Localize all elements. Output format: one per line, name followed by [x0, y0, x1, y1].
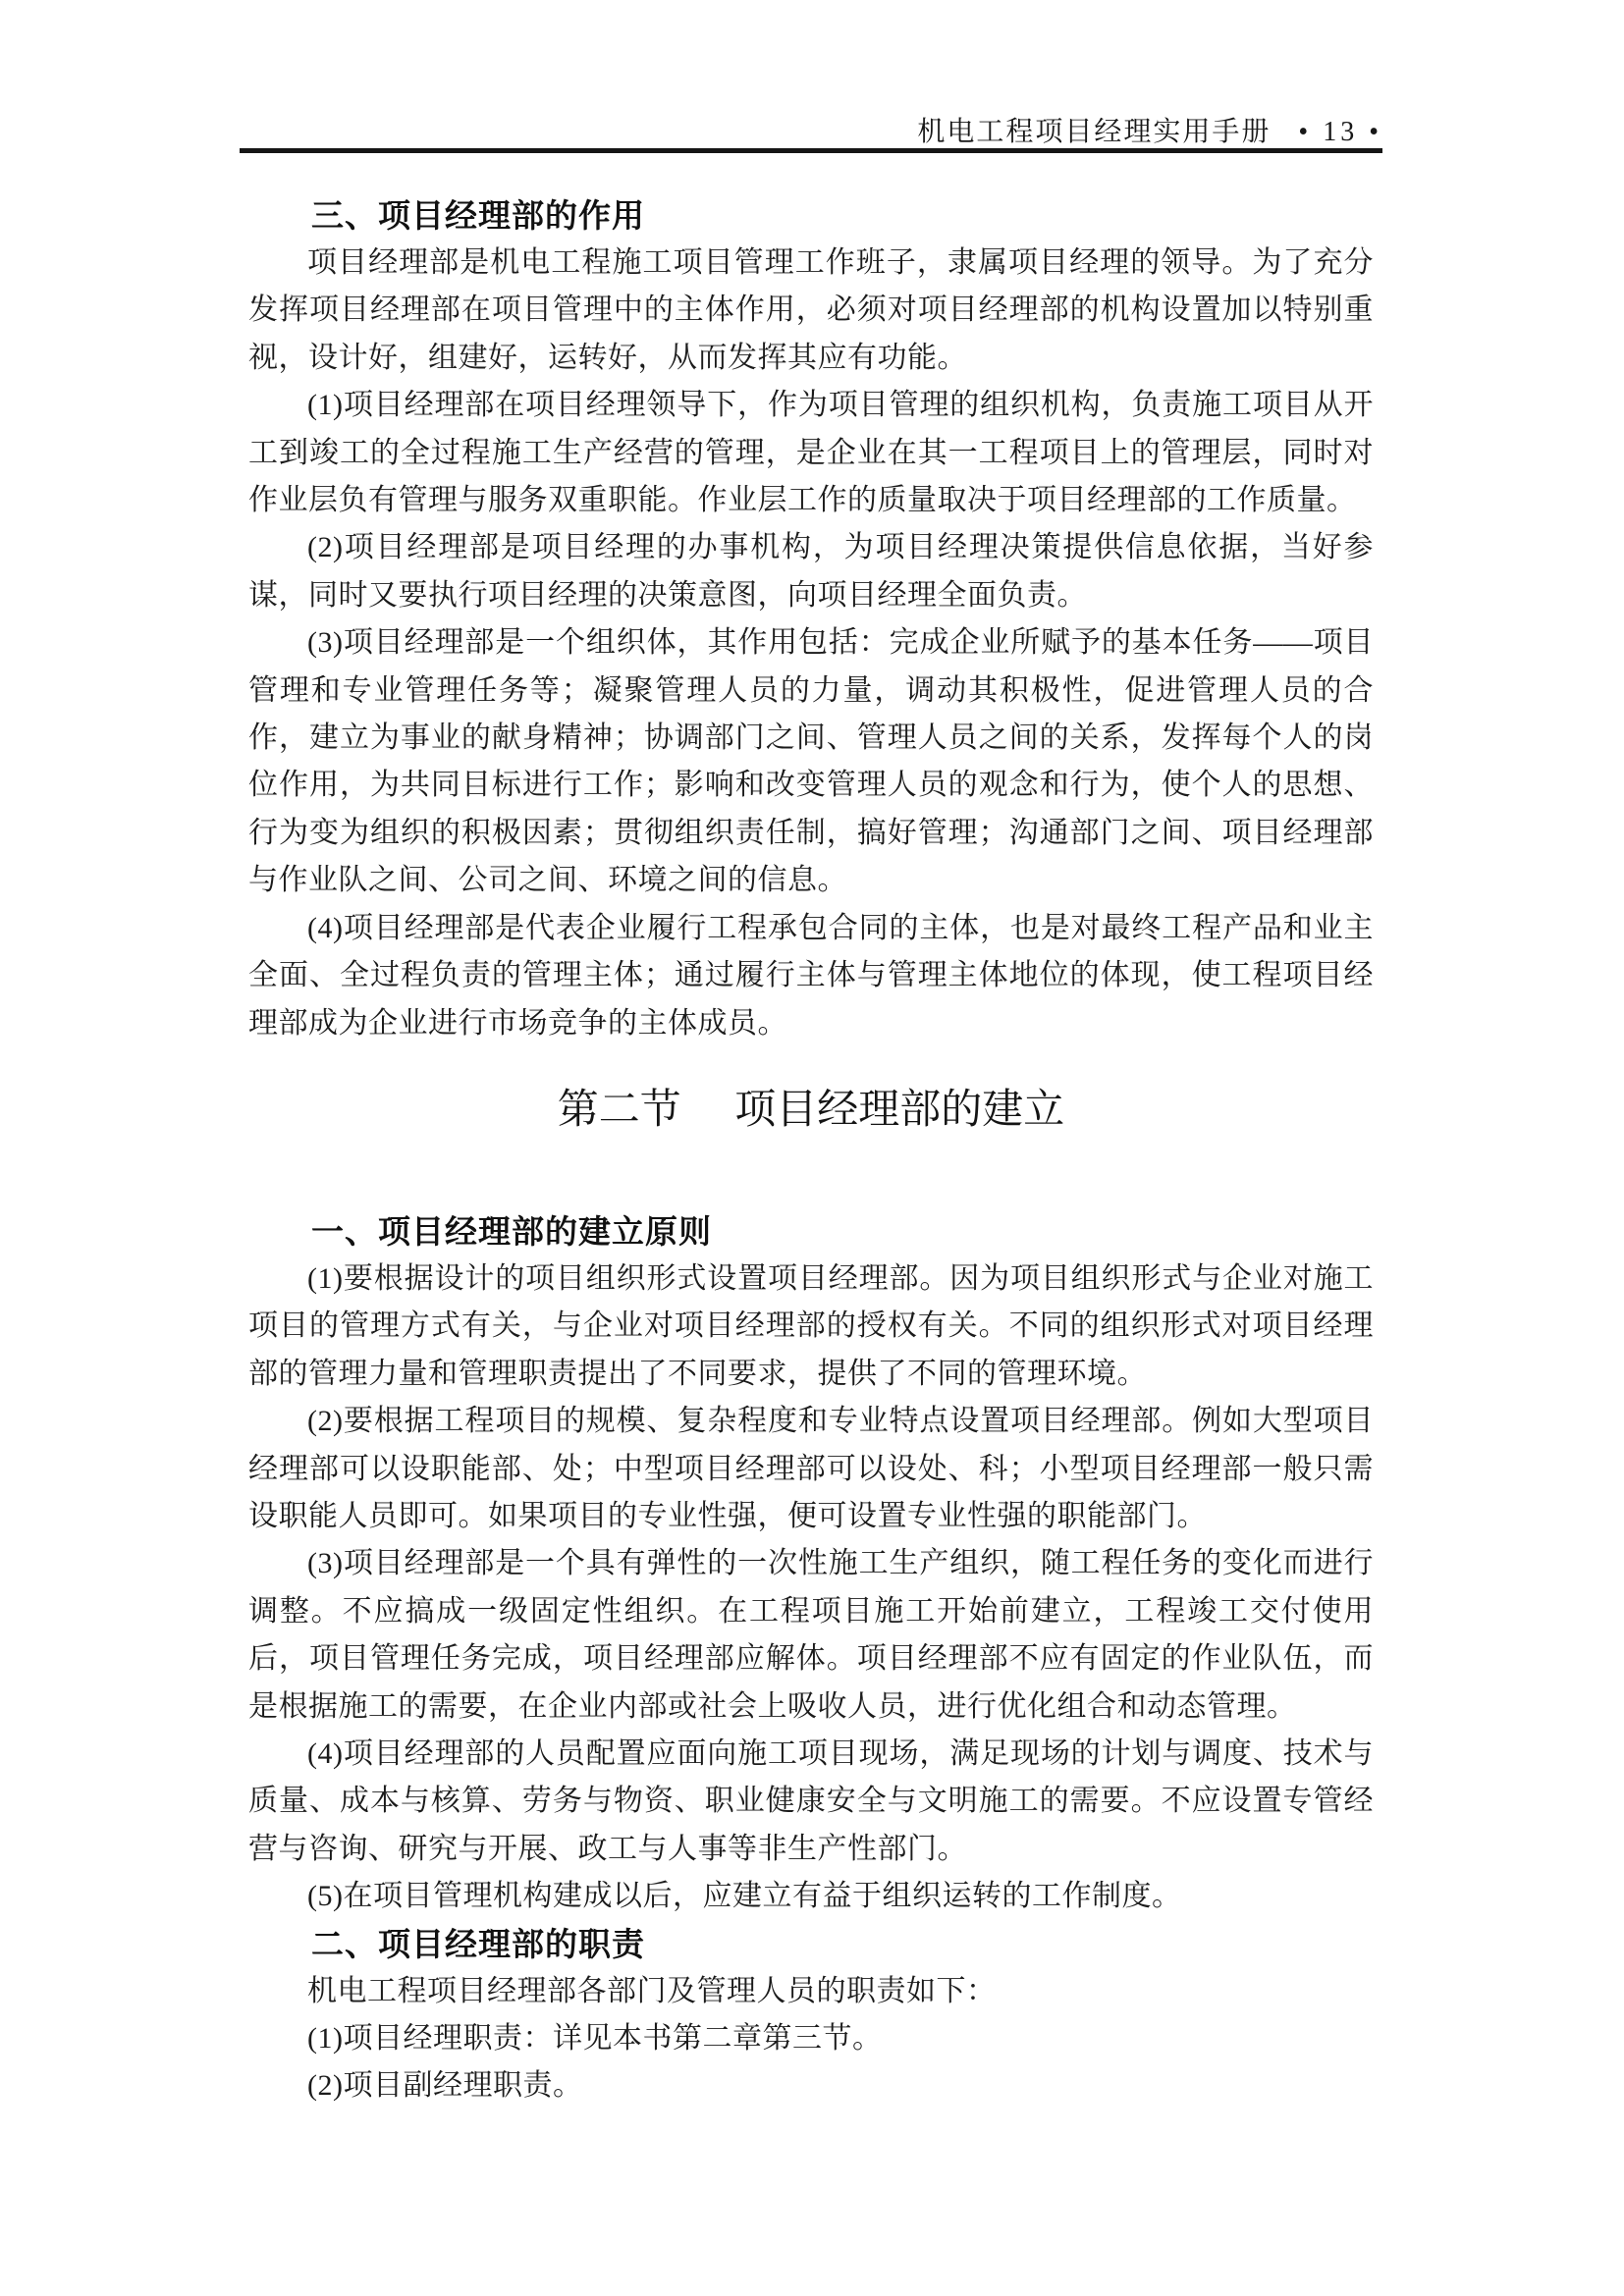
paragraph: (3)项目经理部是一个具有弹性的一次性施工生产组织，随工程任务的变化而进行调整。不应搞成一级固定性组织。在工程项目施工开始前建立，工程竣工交付使用后，项目管理任务完成，项目经理部应解体。项目经理部不应有固定的作业队伍，而是根据施工的需要，在企业内部或社会上吸收人员，进行优化组合和动态管理。 — [248, 1547, 1374, 1723]
paragraph: (1)项目经理部在项目经理领导下，作为项目管理的组织机构，负责施工项目从开工到竣工的全过程施工生产经营的管理，是企业在其一工程项目上的管理层，同时对作业层负有管理与服务双重职能。作业层工作的质量取决于项目经理部的工作质量。 — [248, 389, 1374, 517]
chapter-section-title — [248, 1075, 1374, 1146]
section-heading-3: 三、项目经理部的作用 — [311, 197, 645, 234]
page-header — [917, 110, 1382, 149]
page-number: • 13 • — [1298, 117, 1382, 147]
paragraph: 机电工程项目经理部各部门及管理人员的职责如下： — [307, 1974, 997, 2007]
header-rule — [240, 148, 1382, 153]
paragraph: (1)要根据设计的项目组织形式设置项目经理部。因为项目组织形式与企业对施工项目的管理方式有关，与企业对项目经理部的授权有关。不同的组织形式对项目经理部的管理力量和管理职责提出了不同要求，提供了不同的管理环境。 — [248, 1261, 1374, 1390]
section-title-prefix: 第二节 — [557, 1087, 681, 1133]
paragraph: (2)项目经理部是项目经理的办事机构，为项目经理决策提供信息依据，当好参谋，同时又要执行项目经理的决策意图，向项目经理全面负责。 — [248, 531, 1374, 612]
section-heading-2: 二、项目经理部的职责 — [311, 1925, 645, 1962]
running-head-title: 机电工程项目经理实用手册 — [917, 117, 1272, 147]
paragraph: (3)项目经理部是一个组织体，其作用包括：完成企业所赋予的基本任务——项目管理和专业管理任务等；凝聚管理人员的力量，调动其积极性，促进管理人员的合作，建立为事业的献身精神；协调部门之间、管理人员之间的关系，发挥每个人的岗位作用，为共同目标进行工作；影响和改变管理人员的观念和行为，使个人的思想、行为变为组织的积极因素；贯彻组织责任制，搞好管理；沟通部门之间、项目经理部与作业队之间、公司之间、环境之间的信息。 — [248, 626, 1374, 897]
paragraph: (2)要根据工程项目的规模、复杂程度和专业特点设置项目经理部。例如大型项目经理部可以设职能部、处；中型项目经理部可以设处、科；小型项目经理部一般只需设职能人员即可。如果项目的专业性强，便可设置专业性强的职能部门。 — [248, 1405, 1374, 1532]
paragraph: (2)项目副经理职责。 — [307, 2069, 583, 2103]
paragraph: (5)在项目管理机构建成以后，应建立有益于组织运转的工作制度。 — [307, 1880, 1182, 1913]
paragraph: (4)项目经理部是代表企业履行工程承包合同的主体，也是对最终工程产品和业主全面、全过程负责的管理主体；通过履行主体与管理主体地位的体现，使工程项目经理部成为企业进行市场竞争的主体成员。 — [248, 911, 1374, 1040]
section-title-text: 项目经理部的建立 — [734, 1087, 1065, 1133]
section-heading-1: 一、项目经理部的建立原则 — [311, 1212, 712, 1250]
paragraph: (1)项目经理职责：详见本书第二章第三节。 — [307, 2022, 883, 2055]
page-content — [248, 192, 1374, 2110]
paragraph: (4)项目经理部的人员配置应面向施工项目现场，满足现场的计划与调度、技术与质量、成本与核算、劳务与物资、职业健康安全与文明施工的需要。不应设置专管经营与咨询、研究与开展、政工与人事等非生产性部门。 — [248, 1736, 1374, 1865]
paragraph: 项目经理部是机电工程施工项目管理工作班子，隶属项目经理的领导。为了充分发挥项目经理部在项目管理中的主体作用，必须对项目经理部的机构设置加以特别重视，设计好，组建好，运转好，从而发挥其应有功能。 — [248, 246, 1374, 374]
